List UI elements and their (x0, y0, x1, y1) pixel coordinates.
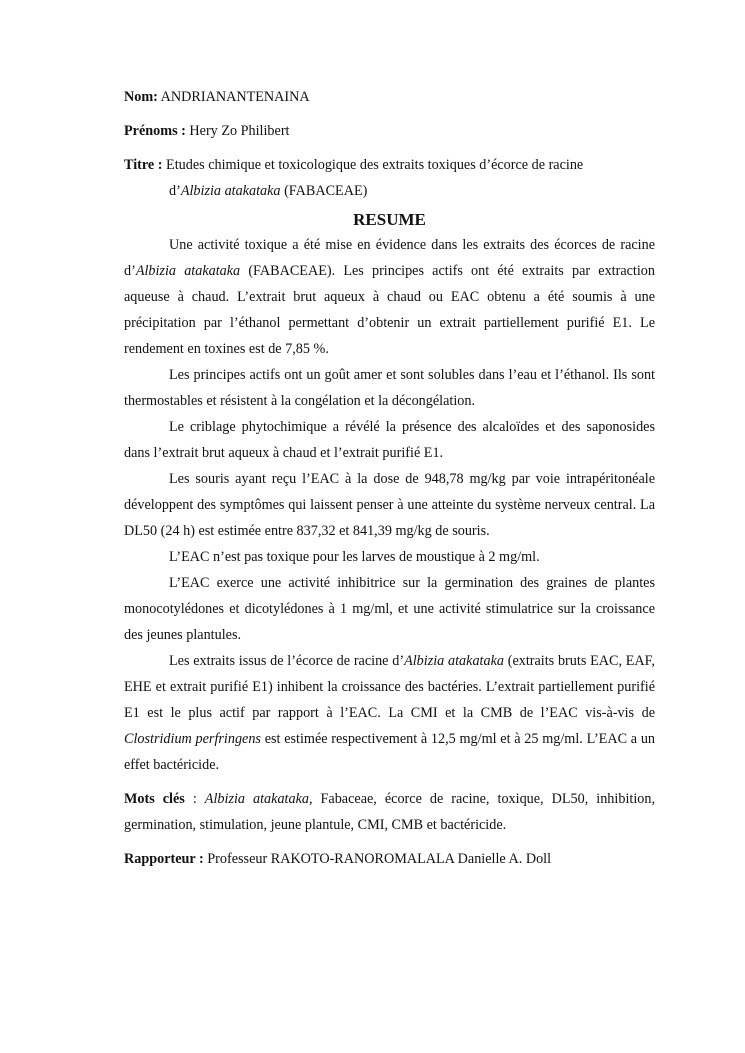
titre-species: Albizia atakataka (180, 183, 281, 199)
keywords-section (124, 786, 655, 838)
p1-post: (FABACEAE). Les principes actifs ont été extraits par extraction aqueuse à chaud. L’extrait brut aqueux à chaud ou EAC obtenu a été soumis à une précipitation par l’éthanol permettant d’obtenir un extrait partiellement purifié E1. Le rendement en toxines est de 7,85 %. (124, 263, 655, 357)
titre-line2-post: (FABACEAE) (280, 183, 368, 199)
keywords-species: Albizia atakataka, (204, 791, 313, 807)
keywords-rest: Fabaceae, écorce de racine, toxique, DL50, inhibition, germination, stimulation, jeune plantule, CMI, CMB et bactéricide. (124, 791, 655, 833)
resume-paragraph-1 (124, 232, 655, 362)
resume-paragraph-7 (124, 648, 655, 778)
p1-pre: Une activité toxique a été mise en évidence dans les extraits des écorces de racine d’ (124, 237, 655, 279)
keywords-sep: : (184, 791, 205, 807)
p7-mid: (extraits bruts EAC, EAF, EHE et extrait purifié E1) inhibent la croissance des bactéries. L’extrait partiellement purifié E1 est le plus actif par rapport à l’EAC. La CMI et la CMB de l’EAC vis-à-vis de (124, 653, 655, 721)
resume-paragraph-3: Le criblage phytochimique a révélé la présence des alcaloïdes et des saponosides dans l’extrait brut aqueux à chaud et l’extrait purifié E1. (124, 419, 655, 461)
p7-bacteria: Clostridium perfringens (124, 731, 261, 747)
prenoms-field (124, 118, 655, 144)
p7-post: est estimée respectivement à 12,5 mg/ml et à 25 mg/ml. L’EAC a un effet bactéricide. (124, 731, 656, 773)
resume-paragraph-4: Les souris ayant reçu l’EAC à la dose de 948,78 mg/kg par voie intrapéritonéale développent des symptômes qui laissent penser à une atteinte du système nerveux central. La DL50 (24 h) est estimée entre 837,32 et 841,39 mg/kg de souris. (124, 471, 655, 539)
titre-line2-pre: d’ (169, 183, 181, 199)
resume-heading: RESUME (353, 210, 426, 229)
resume-paragraph-2: Les principes actifs ont un goût amer et sont solubles dans l’eau et l’éthanol. Ils sont thermostables et résistent à la congélation et la décongélation. (124, 367, 655, 409)
resume-paragraph-5: L’EAC n’est pas toxique pour les larves de moustique à 2 mg/ml. (169, 549, 540, 565)
titre-field (124, 152, 655, 204)
titre-label: Titre : (124, 157, 163, 173)
rapporteur-value: Professeur RAKOTO-RANOROMALALA Danielle A. Doll (203, 851, 552, 867)
rapporteur-label: Rapporteur : (124, 851, 204, 867)
p1-species: Albizia atakataka (135, 263, 241, 279)
nom-value: ANDRIANANTENAINA (160, 89, 310, 105)
p7-species: Albizia atakataka (404, 653, 504, 669)
prenoms-value: Hery Zo Philibert (189, 123, 290, 139)
titre-line1: Etudes chimique et toxicologique des extraits toxiques d’écorce de racine (166, 157, 584, 173)
prenoms-label: Prénoms : (124, 123, 186, 139)
p7-pre: Les extraits issus de l’écorce de racine d’ (169, 653, 405, 669)
titre-line2 (124, 178, 655, 204)
nom-label: Nom: (124, 89, 158, 105)
resume-paragraph-6: L’EAC exerce une activité inhibitrice sur la germination des graines de plantes monocotylédones et dicotylédones à 1 mg/ml, et une activité stimulatrice sur la croissance des jeunes plantules. (124, 575, 655, 643)
keywords-label: Mots clés (124, 791, 185, 807)
rapporteur-section (124, 846, 655, 872)
nom-field (124, 84, 655, 110)
document-page (124, 84, 655, 872)
